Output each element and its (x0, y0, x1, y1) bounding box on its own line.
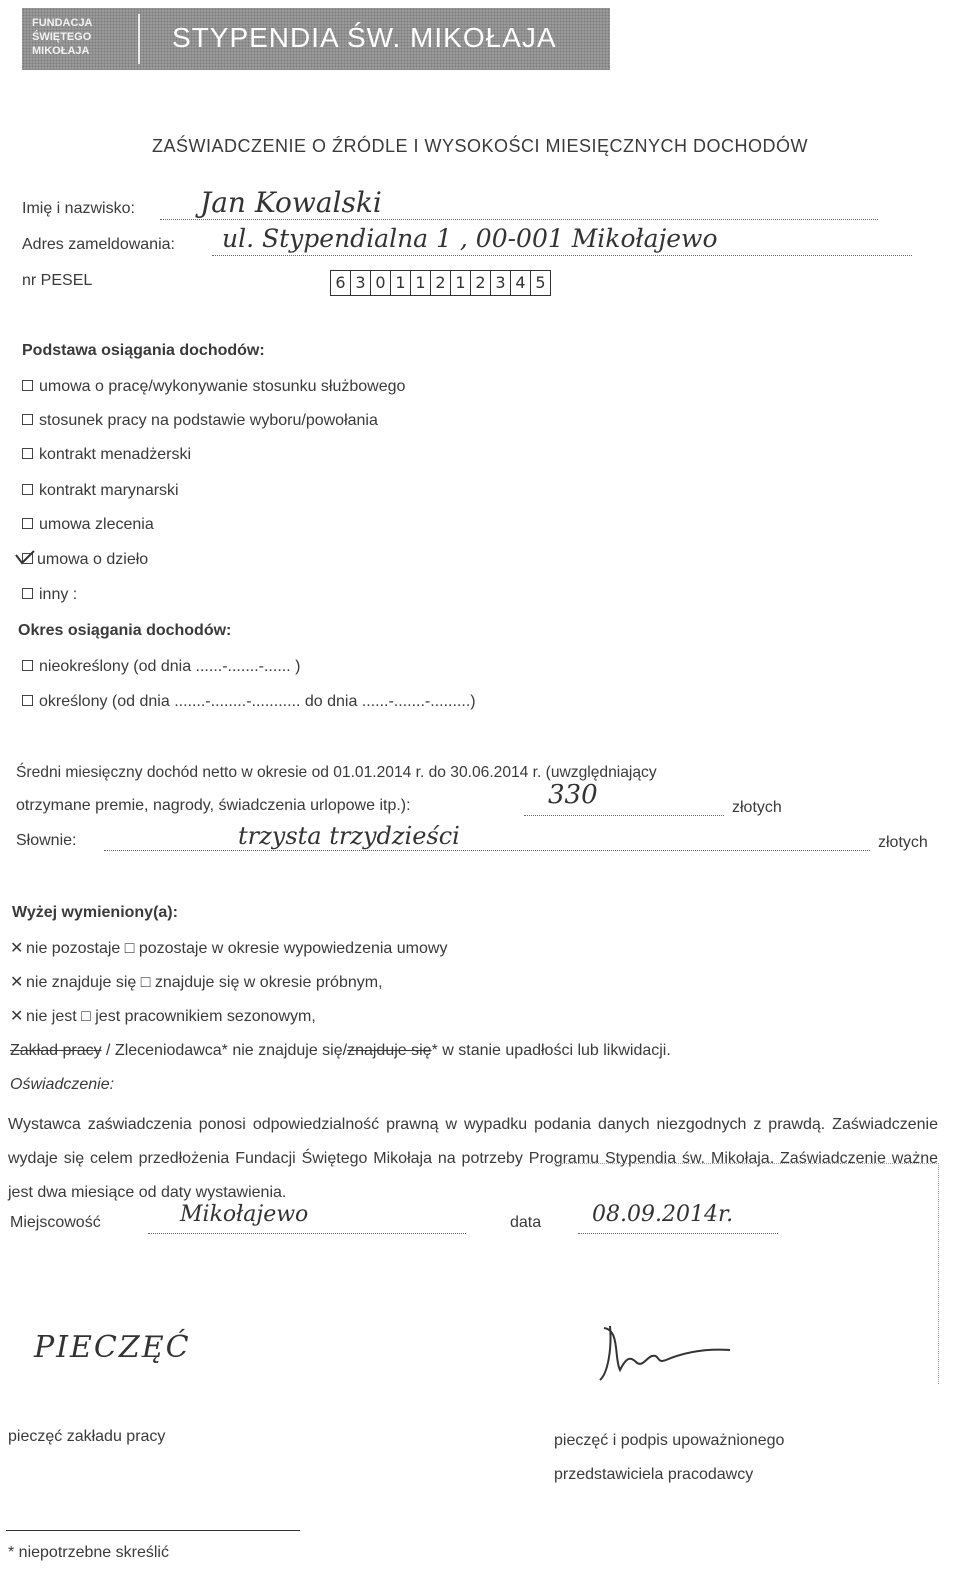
checkbox[interactable] (22, 380, 33, 391)
basis-option-label: kontrakt marynarski (39, 482, 179, 499)
basis-option-label: inny : (39, 586, 78, 603)
period-definite (22, 693, 476, 711)
pesel-digit: 4 (511, 271, 531, 295)
words-label: Słownie: (16, 832, 77, 849)
banner-title: STYPENDIA ŚW. MIKOŁAJA (172, 22, 557, 53)
foundation-logo (28, 14, 140, 64)
signature-label-line1: pieczęć i podpis upoważnionego (554, 1432, 785, 1449)
words-value: trzysta trzydzieści (238, 822, 460, 850)
basis-option-label: stosunek pracy na podstawie wyboru/powołania (39, 412, 378, 429)
statement-heading: Oświadczenie: (10, 1076, 115, 1093)
words-currency: złotych (878, 834, 928, 851)
period-definite-label: określony (od dnia .......-........-........... do dnia ......-.......-.........) (39, 693, 476, 710)
employer-tail-text: * w stanie upadłości lub likwidacji. (431, 1042, 671, 1059)
period-heading: Okres osiągania dochodów: (18, 622, 232, 639)
signature-label-line2: przedstawiciela pracodawcy (554, 1466, 754, 1483)
basis-option (22, 378, 405, 396)
address-label: Adres zameldowania: (22, 236, 175, 253)
employer-mid-text: / Zleceniodawca* nie znajduje się/ (101, 1042, 348, 1059)
period-indefinite-label: nieokreślony (od dnia ......-.......-...... ) (39, 658, 301, 675)
cross-mark-icon: ✕ (10, 940, 24, 957)
date-value: 08.09.2014r. (592, 1202, 734, 1227)
footnote-rule (6, 1530, 300, 1531)
status-line (10, 972, 383, 992)
checkbox[interactable] (22, 588, 33, 599)
checkbox[interactable] (22, 414, 33, 425)
basis-option (22, 412, 378, 430)
cross-mark-icon: ✕ (10, 1008, 24, 1025)
stamp-label: pieczęć zakładu pracy (8, 1428, 166, 1445)
basis-option (22, 516, 154, 534)
pesel-digit: 1 (411, 271, 431, 295)
status-line-text: nie pozostaje □ pozostaje w okresie wypowiedzenia umowy (26, 940, 448, 957)
income-amount: 330 (548, 780, 598, 810)
pesel-digit: 3 (351, 271, 371, 295)
address-value: ul. Stypendialna 1 , 00-001 Mikołajewo (222, 224, 718, 253)
pesel-digit: 1 (451, 271, 471, 295)
pesel-label: nr PESEL (22, 272, 93, 289)
status-line (10, 938, 447, 958)
pesel-digit: 2 (431, 271, 451, 295)
basis-option-label: umowa o dzieło (37, 551, 149, 568)
basis-option (22, 586, 77, 604)
document-title: ZAŚWIADCZENIE O ŹRÓDLE I WYSOKOŚCI MIESIĘCZNYCH DOCHODÓW (151, 136, 809, 156)
pesel-digit: 5 (535, 273, 546, 292)
employer-struck-text: Zakład pracy (10, 1042, 102, 1059)
checkbox[interactable] (22, 695, 33, 706)
name-label: Imię i nazwisko: (22, 200, 135, 217)
pesel-digit: 1 (391, 271, 411, 295)
logo-line: MIKOŁAJA (32, 45, 90, 57)
place-label: Miejscowość (10, 1214, 101, 1231)
date-label: data (510, 1214, 542, 1231)
footnote: * niepotrzebne skreślić (8, 1544, 169, 1561)
basis-option-label: umowa o pracę/wykonywanie stosunku służbowego (39, 378, 406, 395)
pesel-boxes (330, 270, 551, 296)
header-banner (22, 8, 610, 70)
income-statement-line2: otrzymane premie, nagrody, świadczenia urlopowe itp.): (16, 797, 411, 814)
basis-option-label: kontrakt menadżerski (39, 446, 192, 463)
basis-option (22, 446, 191, 464)
statement-text: Wystawca zaświadczenia ponosi odpowiedzialność prawną w wypadku podania danych niezgodnych z prawdą. Zaświadczenie wydaje się celem przedłożenia Fundacji Świętego Mikołaja na potrzeby Programu Stypendia św. Mikołaja. Zaświadczenie ważne jest dwa miesiące od daty wystawienia. (8, 1116, 938, 1201)
cross-mark-icon: ✕ (10, 974, 24, 991)
logo-line: ŚWIĘTEGO (32, 31, 92, 43)
basis-option-checked (22, 551, 148, 569)
pesel-digit: 0 (371, 271, 391, 295)
logo-line: FUNDACJA (32, 17, 93, 29)
period-indefinite (22, 658, 300, 676)
employer-status-line (10, 1042, 671, 1060)
name-value: Jan Kowalski (200, 186, 382, 219)
stamp-handwritten: PIECZĘĆ (34, 1330, 191, 1365)
status-line-text: nie znajduje się □ znajduje się w okresie próbnym, (26, 974, 383, 991)
check-mark-icon (14, 549, 36, 567)
address-dotted-line (212, 254, 912, 256)
status-line-text: nie jest □ jest pracownikiem sezonowym, (26, 1008, 316, 1025)
checkbox[interactable] (22, 518, 33, 529)
basis-option (22, 482, 179, 500)
pesel-digit: 6 (331, 271, 351, 295)
status-line (10, 1006, 316, 1026)
basis-option-label: umowa zlecenia (39, 516, 154, 533)
place-value: Mikołajewo (180, 1202, 309, 1227)
employer-struck-text: znajduje się (347, 1042, 432, 1059)
income-basis-heading: Podstawa osiągania dochodów: (22, 342, 265, 359)
pesel-digit: 2 (471, 271, 491, 295)
checkbox[interactable] (22, 448, 33, 459)
checkbox[interactable] (22, 484, 33, 495)
mentioned-heading: Wyżej wymieniony(a): (12, 904, 178, 921)
checked-checkbox[interactable] (22, 551, 37, 569)
place-dotted-line (148, 1232, 466, 1234)
signature-image (590, 1318, 740, 1388)
income-currency: złotych (732, 799, 782, 816)
checkbox[interactable] (22, 660, 33, 671)
income-amount-dotted-line (524, 814, 724, 816)
income-statement-line1: Średni miesięczny dochód netto w okresie od 01.01.2014 r. do 30.06.2014 r. (uwzględniający (16, 764, 657, 781)
words-dotted-line (104, 849, 870, 851)
pesel-digit: 3 (491, 271, 511, 295)
